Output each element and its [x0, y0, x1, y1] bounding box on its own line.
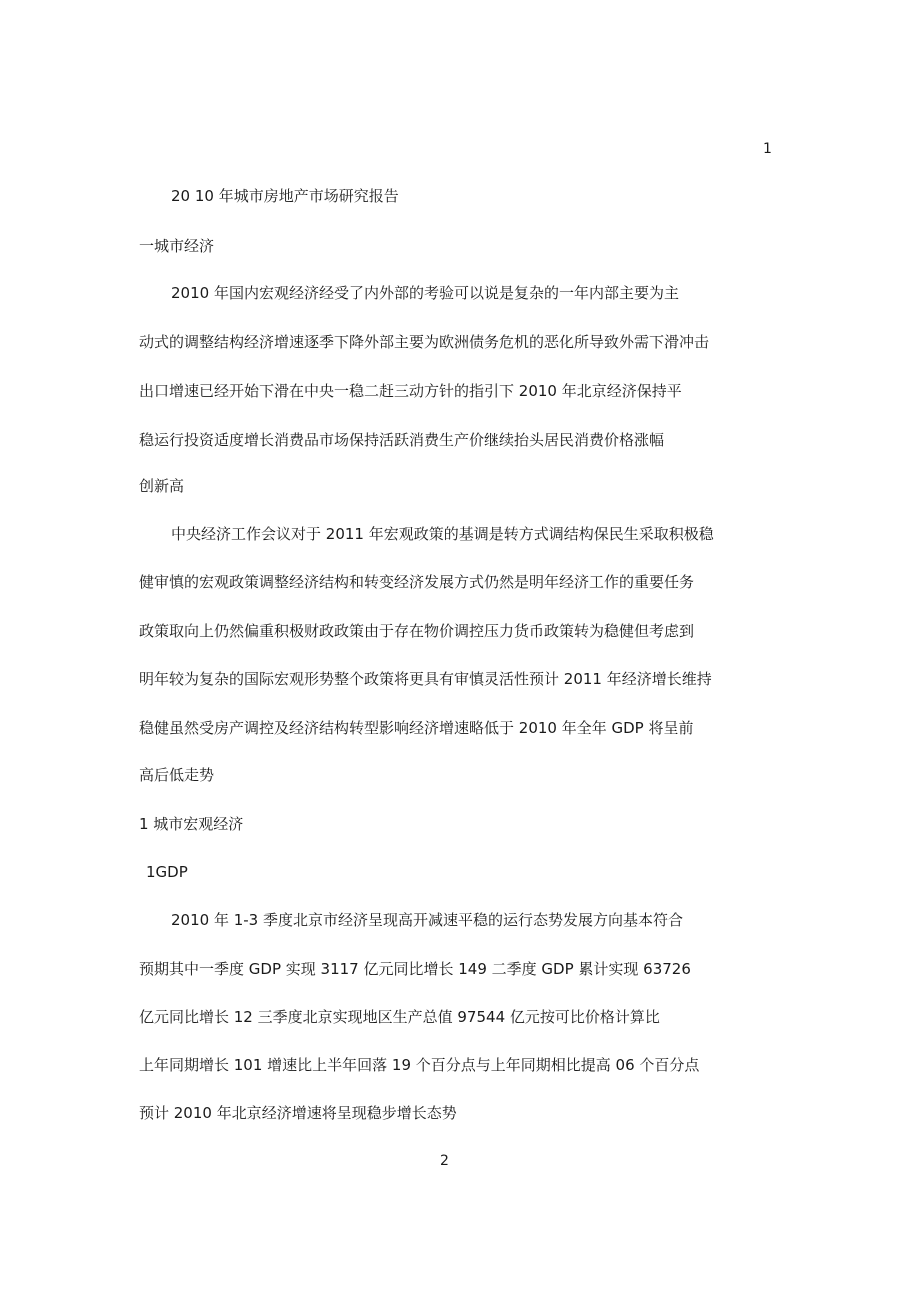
- paragraph-3-line: 预计 2010 年北京经济增速将呈现稳步增长态势: [139, 1104, 457, 1122]
- paragraph-1-line: 2010 年国内宏观经济经受了内外部的考验可以说是复杂的一年内部主要为主: [171, 284, 679, 302]
- paragraph-2-line: 中央经济工作会议对于 2011 年宏观政策的基调是转方式调结构保民生采取积极稳: [171, 525, 714, 543]
- paragraph-1-line: 稳运行投资适度增长消费品市场保持活跃消费生产价继续抬头居民消费价格涨幅: [139, 431, 665, 449]
- paragraph-2-line: 政策取向上仍然偏重积极财政政策由于存在物价调控压力货币政策转为稳健但考虑到: [139, 622, 695, 640]
- paragraph-2-line: 稳健虽然受房产调控及经济结构转型影响经济增速略低于 2010 年全年 GDP 将呈前: [139, 719, 694, 737]
- page-number-top: 1: [763, 141, 772, 157]
- paragraph-2-line: 明年较为复杂的国际宏观形势整个政策将更具有审慎灵活性预计 2011 年经济增长维持: [139, 670, 712, 688]
- page-number-bottom: 2: [440, 1153, 449, 1169]
- document-title: 20 10 年城市房地产市场研究报告: [171, 187, 399, 205]
- paragraph-3-line: 上年同期增长 101 增速比上半年回落 19 个百分点与上年同期相比提高 06 个百分点: [139, 1056, 700, 1074]
- paragraph-2-line: 高后低走势: [139, 766, 215, 784]
- paragraph-1-line: 创新高: [139, 477, 185, 495]
- paragraph-1-line: 出口增速已经开始下滑在中央一稳二赶三动方针的指引下 2010 年北京经济保持平: [139, 382, 682, 400]
- paragraph-2-line: 健审慎的宏观政策调整经济结构和转变经济发展方式仍然是明年经济工作的重要任务: [139, 573, 695, 591]
- subsubsection-heading: 1GDP: [146, 863, 188, 881]
- paragraph-3-line: 预期其中一季度 GDP 实现 3117 亿元同比增长 149 二季度 GDP 累计实现 63726: [139, 960, 691, 978]
- paragraph-3-line: 亿元同比增长 12 三季度北京实现地区生产总值 97544 亿元按可比价格计算比: [139, 1008, 660, 1026]
- subsection-heading: 1 城市宏观经济: [139, 815, 244, 833]
- paragraph-1-line: 动式的调整结构经济增速逐季下降外部主要为欧洲债务危机的恶化所导致外需下滑冲击: [139, 333, 710, 351]
- paragraph-3-line: 2010 年 1-3 季度北京市经济呈现高开减速平稳的运行态势发展方向基本符合: [171, 911, 683, 929]
- section-heading: 一城市经济: [139, 237, 215, 255]
